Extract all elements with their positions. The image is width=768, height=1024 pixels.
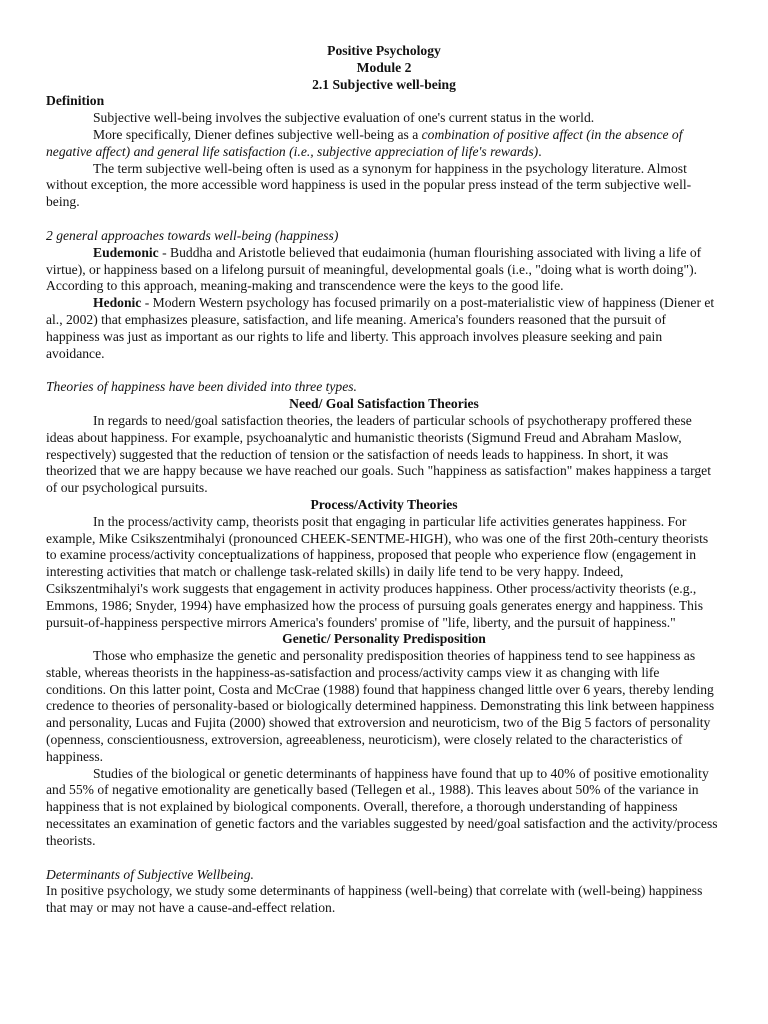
theories-intro: Theories of happiness have been divided into three types. [46,379,357,395]
process-activity-paragraph: In the process/activity camp, theorists posit that engaging in particular life activities generates happiness. For example, Mike Csikszentmihalyi (pronounced CHEEK-SENTME-HIGH), who was one of the first 20th-century theorists to examine process/activity conceptualizations of happiness, proposed that people who experience flow (engagement in interesting activities that match or challenge task-related skills) in daily life tend to be very happy. Indeed, Csikszentmihalyi's work suggests that engagement in activity produces happiness. Other process/activity theorists (e.g., Emmons, 1986; Snyder, 1994) have emphasized how the process of pursuing goals generates energy and happiness. This pursuit-of-happiness perspective mirrors America's founders' promise of "life, liberty, and the pursuit of happiness." [46,513,709,630]
hedonic-paragraph [46,295,722,362]
eudemonic-term: Eudemonic [93,244,159,260]
determinants-heading: Determinants of Subjective Wellbeing. [46,866,254,882]
definition-paragraph-3: The term subjective well-being often is used as a synonym for happiness in the psychology literature. Almost without exception, the more accessible word happiness is used in the popular press instead of the term subjective well-being. [46,160,692,210]
genetic-paragraph-1: Those who emphasize the genetic and personality predisposition theories of happiness tend to see happiness as stable, whereas theorists in the happiness-as-satisfaction and process/activity camps view it as changing with life conditions. On this latter point, Costa and McCrae (1988) found that happiness changed little over 6 years, thereby lending credence to theories of personality-based or biologically determined happiness. Demonstrating this link between happiness and personality, Lucas and Fujita (2000) showed that extroversion and neuroticism, two of the Big 5 factors of personality (openness, conscientiousness, extroversion, agreeableness, neuroticism), were closely related to the characteristics of happiness. [46,648,715,764]
diener-definition: combination of positive affect (in the absence of negative affect) and general life satisfaction (i.e., subjective appreciation of life's rewards) [46,126,683,159]
hedonic-term: Hedonic [93,295,142,311]
approaches-heading: 2 general approaches towards well-being (happiness) [46,227,339,243]
determinants-paragraph: In positive psychology, we study some determinants of happiness (well-being) that correlate with (well-being) happiness that may or may not have a cause-and-effect relation. [46,883,703,916]
spacer [46,850,722,867]
genetic-personality-heading: Genetic/ Personality Predisposition [282,631,486,647]
need-goal-heading: Need/ Goal Satisfaction Theories [289,396,479,412]
eudemonic-text: - Buddha and Aristotle believed that eudaimonia (human flourishing associated with living a life of virtue), or happiness based on a lifelong pursuit of meaningful, developmental goals (i.e., "doing what is worth doing"). According to this approach, meaning-making and transcendence were the keys to the good life. [46,244,702,294]
definition-paragraph-1: Subjective well-being involves the subjective evaluation of one's current status in the world. [93,110,595,126]
module-title: Module 2 [356,59,412,75]
doc-title: Positive Psychology [327,43,441,58]
definition-heading: Definition [46,93,105,109]
section-title: 2.1 Subjective well-being [312,76,456,92]
process-activity-heading: Process/Activity Theories [310,496,458,512]
need-goal-paragraph: In regards to need/goal satisfaction theories, the leaders of particular schools of psychotherapy proffered these ideas about happiness. For example, psychoanalytic and humanistic theorists (Sigmund Freud and Abraham Maslow, respectively) suggested that the reduction of tension or the satisfaction of needs leads to happiness. In short, it was theorized that we are happy because we have reached our goals. Such "happiness as satisfaction" makes happiness a target of our psychological pursuits. [46,412,711,496]
definition-p2-end: . [538,143,542,159]
spacer [46,211,722,228]
spacer [46,362,722,379]
genetic-paragraph-2: Studies of the biological or genetic determinants of happiness have found that up to 40% of positive emotionality and 55% of negative emotionality are genetically based (Tellegen et al., 1988). This leaves about 50% of the variance in happiness that is not explained by biological components. Overall, therefore, a thorough understanding of happiness necessitates an examination of genetic factors and the variables suggested by need/goal satisfaction and the activity/process theorists. [46,765,718,848]
definition-p2-lead: More specifically, Diener defines subjective well-being as a [93,126,422,142]
definition-paragraph-2 [46,127,722,161]
eudemonic-paragraph [46,245,722,295]
hedonic-text: - Modern Western psychology has focused primarily on a post-materialistic view of happiness (Diener et al., 2002) that emphasizes pleasure, satisfaction, and life meaning. America's founders reasoned that the pursuit of happiness was just as important as our rights to life and liberty. This approach involves pleasure seeking and pain avoidance. [46,295,715,361]
